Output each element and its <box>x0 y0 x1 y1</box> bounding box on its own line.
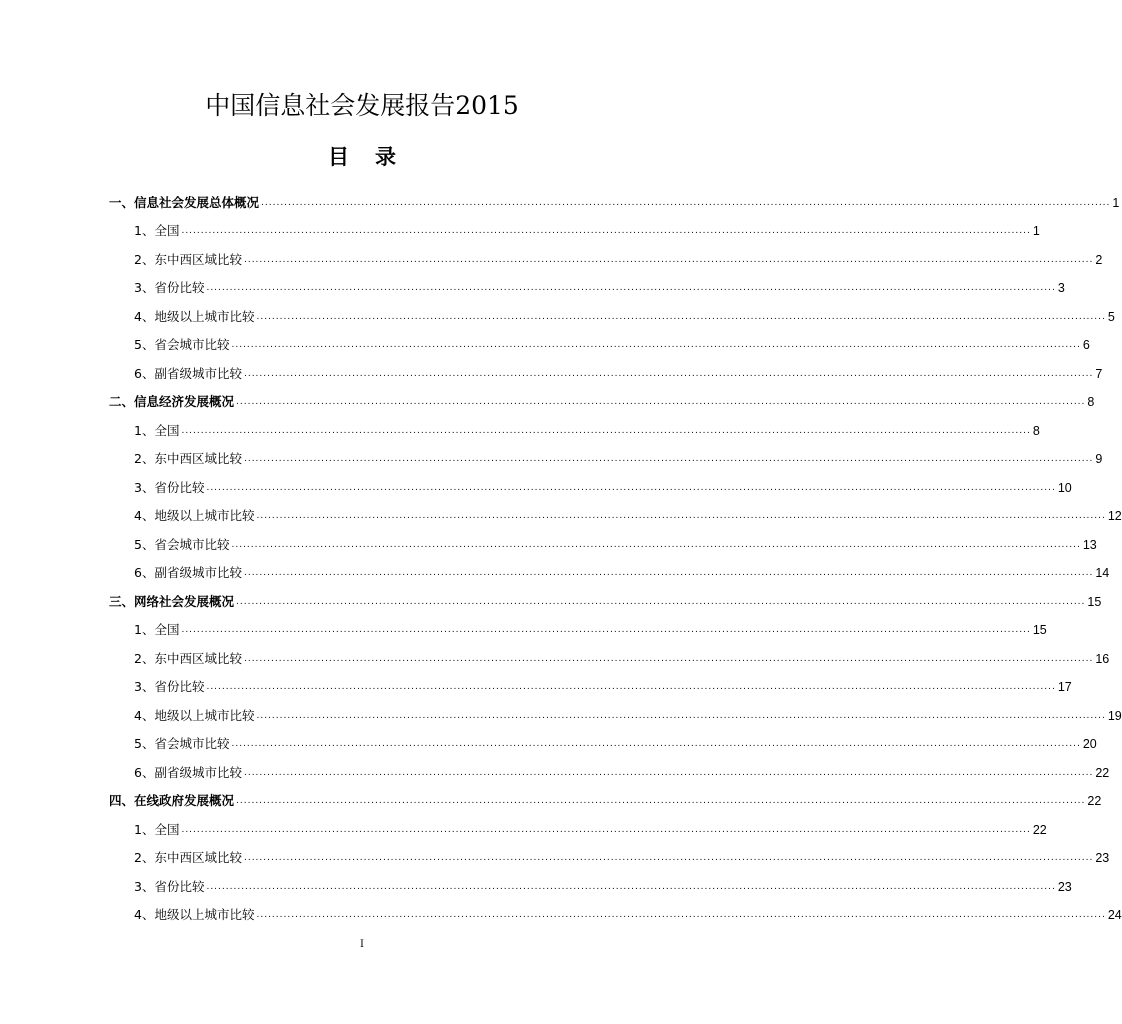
toc-entry-page-number: 13 <box>1082 537 1097 552</box>
toc-entry-page-number: 23 <box>1095 851 1110 865</box>
toc-dot-leader: ............................................................................................................................................................................................................................ <box>256 910 1106 920</box>
toc-entry-label: 5、省会城市比较 <box>134 736 230 751</box>
toc-subsection-entry[interactable] <box>109 866 1072 895</box>
toc-entry-page-number: 14 <box>1095 566 1110 580</box>
toc-dot-leader: ............................................................................................................................................................................................................................ <box>206 482 1056 493</box>
toc-entry-label: 2、东中西区域比较 <box>134 850 242 865</box>
toc-dot-leader: ............................................................................................................................................................................................................................ <box>231 739 1081 749</box>
toc-entry-label: 6、副省级城市比较 <box>134 764 242 780</box>
toc-entry-page-number: 10 <box>1057 480 1072 495</box>
toc-entry-page-number: 20 <box>1082 737 1097 751</box>
document-title: 中国信息社会发展报告2015 <box>205 91 519 120</box>
toc-subsection-entry[interactable] <box>109 695 1122 724</box>
toc-section-entry[interactable] <box>109 382 1095 411</box>
toc-dot-leader: ............................................................................................................................................................................................................................ <box>181 425 1031 436</box>
toc-entry-label: 6、副省级城市比较 <box>134 365 242 381</box>
toc-subsection-entry[interactable] <box>109 638 1110 667</box>
toc-dot-leader: ............................................................................................................................................................................................................................ <box>206 682 1056 692</box>
toc-entry-label: 二、信息经济发展概况 <box>109 394 235 409</box>
toc-dot-leader: ............................................................................................................................................................................................................................ <box>243 853 1094 863</box>
toc-dot-leader: ............................................................................................................................................................................................................................ <box>243 454 1094 464</box>
toc-entry-page-number: 7 <box>1095 366 1103 381</box>
toc-entry-page-number: 23 <box>1057 879 1072 894</box>
toc-section-entry[interactable] <box>109 182 1120 211</box>
toc-entry-label: 1、全国 <box>134 422 180 438</box>
toc-subsection-entry[interactable] <box>109 239 1103 268</box>
toc-entry-label: 一、信息社会发展总体概况 <box>109 194 260 210</box>
toc-entry-label: 1、全国 <box>134 821 180 837</box>
toc-entry-label: 3、省份比较 <box>134 679 205 694</box>
toc-entry-page-number: 2 <box>1095 252 1103 267</box>
toc-dot-leader: ............................................................................................................................................................................................................................ <box>231 539 1081 550</box>
toc-entry-page-number: 19 <box>1107 708 1122 723</box>
toc-dot-leader: ............................................................................................................................................................................................................................ <box>243 368 1094 379</box>
toc-dot-leader: ............................................................................................................................................................................................................................ <box>243 653 1094 664</box>
toc-subsection-entry[interactable] <box>109 439 1103 468</box>
toc-entry-label: 4、地级以上城市比较 <box>134 508 255 523</box>
toc-entry-label: 3、省份比较 <box>134 280 205 295</box>
toc-heading: 目录 <box>328 144 422 169</box>
toc-entry-page-number: 15 <box>1087 594 1102 609</box>
toc-subsection-entry[interactable] <box>109 268 1065 297</box>
toc-dot-leader: ............................................................................................................................................................................................................................ <box>206 283 1056 293</box>
toc-dot-leader: ............................................................................................................................................................................................................................ <box>236 596 1086 607</box>
toc-subsection-entry[interactable] <box>109 496 1122 525</box>
toc-subsection-entry[interactable] <box>109 752 1110 781</box>
toc-dot-leader: ............................................................................................................................................................................................................................ <box>206 881 1056 892</box>
toc-dot-leader: ............................................................................................................................................................................................................................ <box>261 197 1111 208</box>
toc-entry-label: 2、东中西区域比较 <box>134 650 242 666</box>
toc-entry-page-number: 16 <box>1095 651 1110 666</box>
toc-subsection-entry[interactable] <box>109 667 1072 696</box>
toc-entry-page-number: 5 <box>1107 309 1115 324</box>
toc-dot-leader: ............................................................................................................................................................................................................................ <box>256 311 1106 322</box>
toc-entry-label: 5、省会城市比较 <box>134 536 230 552</box>
toc-dot-leader: ............................................................................................................................................................................................................................ <box>231 340 1081 350</box>
toc-entry-page-number: 3 <box>1057 281 1065 295</box>
toc-section-entry[interactable] <box>109 781 1102 810</box>
toc-subsection-entry[interactable] <box>109 724 1097 753</box>
toc-entry-label: 3、省份比较 <box>134 878 205 894</box>
toc-entry-page-number: 22 <box>1032 822 1047 837</box>
toc-subsection-entry[interactable] <box>109 353 1103 382</box>
toc-dot-leader: ............................................................................................................................................................................................................................ <box>181 226 1031 236</box>
toc-subsection-entry[interactable] <box>109 325 1090 354</box>
toc-entry-label: 1、全国 <box>134 223 180 238</box>
toc-subsection-entry[interactable] <box>109 467 1072 496</box>
toc-subsection-entry[interactable] <box>109 524 1097 553</box>
toc-entry-label: 4、地级以上城市比较 <box>134 907 255 922</box>
toc-entry-label: 1、全国 <box>134 622 180 637</box>
toc-entry-label: 2、东中西区域比较 <box>134 251 242 267</box>
toc-entry-label: 4、地级以上城市比较 <box>134 707 255 723</box>
toc-dot-leader: ............................................................................................................................................................................................................................ <box>181 824 1031 835</box>
toc-dot-leader: ............................................................................................................................................................................................................................ <box>236 397 1086 407</box>
toc-entry-page-number: 8 <box>1087 395 1095 409</box>
toc-entry-label: 三、网络社会发展概况 <box>109 593 235 609</box>
toc-entry-label: 四、在线政府发展概况 <box>109 793 235 808</box>
toc-entry-page-number: 6 <box>1082 338 1090 352</box>
toc-section-entry[interactable] <box>109 581 1102 610</box>
toc-dot-leader: ............................................................................................................................................................................................................................ <box>256 511 1106 521</box>
toc-entry-label: 3、省份比较 <box>134 479 205 495</box>
toc-entry-label: 5、省会城市比较 <box>134 337 230 352</box>
toc-dot-leader: ............................................................................................................................................................................................................................ <box>243 767 1094 778</box>
toc-entry-page-number: 24 <box>1107 908 1122 922</box>
toc-dot-leader: ............................................................................................................................................................................................................................ <box>236 796 1086 806</box>
toc-entry-page-number: 22 <box>1087 794 1102 808</box>
toc-entry-label: 4、地级以上城市比较 <box>134 308 255 324</box>
toc-entry-page-number: 1 <box>1032 224 1040 238</box>
toc-entry-label: 2、东中西区域比较 <box>134 451 242 466</box>
toc-subsection-entry[interactable] <box>109 553 1110 582</box>
table-of-contents <box>109 182 1122 923</box>
toc-entry-page-number: 15 <box>1032 623 1047 637</box>
toc-entry-page-number: 22 <box>1095 765 1110 780</box>
toc-subsection-entry[interactable] <box>109 296 1115 325</box>
toc-subsection-entry[interactable] <box>109 610 1047 639</box>
toc-subsection-entry[interactable] <box>109 809 1047 838</box>
toc-dot-leader: ............................................................................................................................................................................................................................ <box>243 568 1094 578</box>
toc-subsection-entry[interactable] <box>109 211 1040 240</box>
toc-entry-page-number: 9 <box>1095 452 1103 466</box>
toc-subsection-entry[interactable] <box>109 895 1122 924</box>
toc-dot-leader: ............................................................................................................................................................................................................................ <box>256 710 1106 721</box>
toc-dot-leader: ............................................................................................................................................................................................................................ <box>243 254 1094 265</box>
toc-entry-page-number: 17 <box>1057 680 1072 694</box>
toc-entry-page-number: 8 <box>1032 423 1040 438</box>
toc-subsection-entry[interactable] <box>109 838 1110 867</box>
toc-entry-page-number: 1 <box>1112 195 1120 210</box>
toc-subsection-entry[interactable] <box>109 410 1040 439</box>
toc-entry-page-number: 12 <box>1107 509 1122 523</box>
page-number-footer: I <box>360 939 364 950</box>
toc-entry-label: 6、副省级城市比较 <box>134 565 242 580</box>
toc-dot-leader: ............................................................................................................................................................................................................................ <box>181 625 1031 635</box>
